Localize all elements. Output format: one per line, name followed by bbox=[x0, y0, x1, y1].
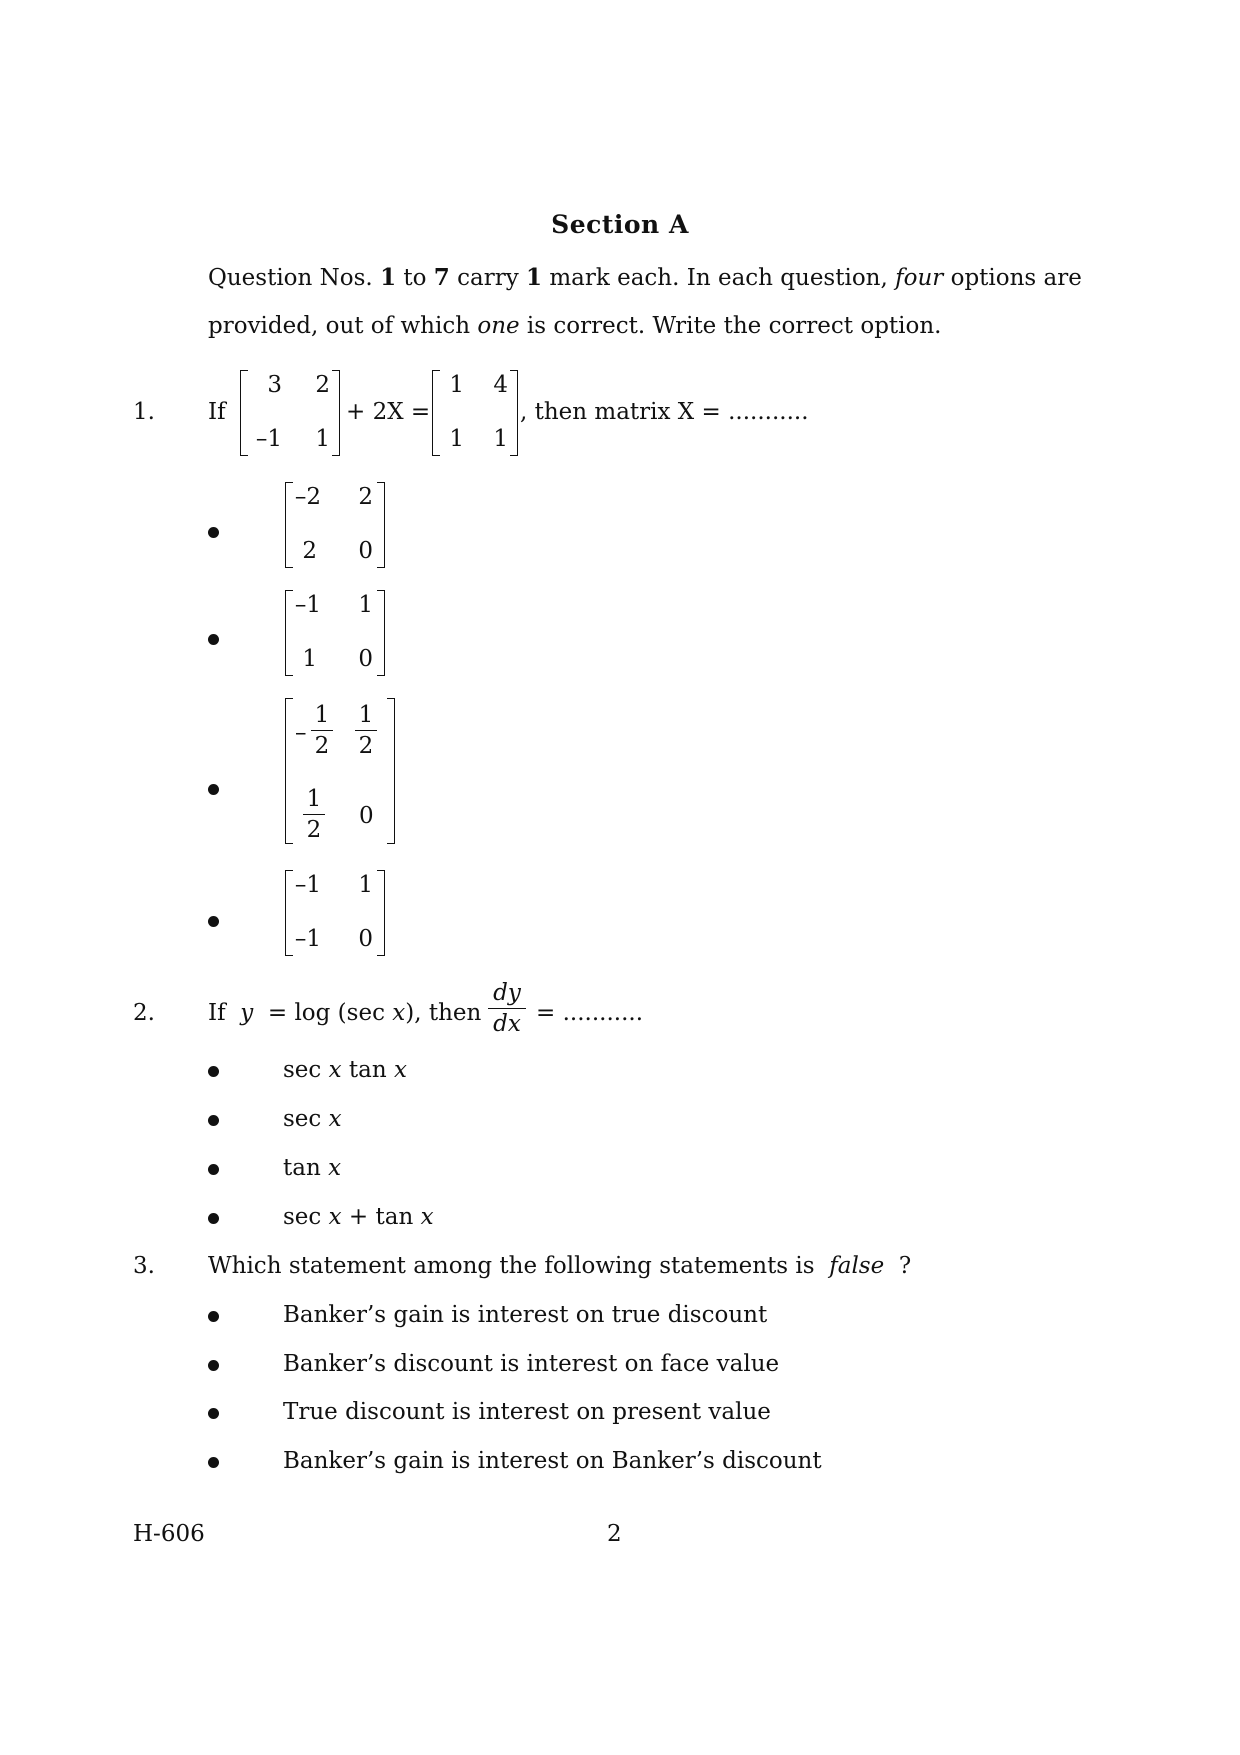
matrix-cell: 0 bbox=[358, 926, 373, 952]
denominator: 2 bbox=[358, 733, 374, 759]
question-3-option-c[interactable]: True discount is interest on present value bbox=[283, 1399, 771, 1425]
question-2-option-d[interactable] bbox=[283, 1204, 434, 1230]
fraction bbox=[355, 702, 377, 759]
stem-text: If bbox=[208, 1000, 226, 1026]
question-3-option-d[interactable]: Banker’s gain is interest on Banker’s discount bbox=[283, 1448, 822, 1474]
opt-text: sec bbox=[283, 1057, 329, 1083]
instr-italic: one bbox=[477, 313, 520, 339]
variable-x: x bbox=[392, 1000, 406, 1026]
matrix-cell: –1 bbox=[255, 426, 282, 452]
question-1-plus-2x: + 2X = bbox=[346, 399, 431, 425]
question-1-option-b-matrix[interactable] bbox=[285, 590, 385, 676]
matrix-cell: –1 bbox=[294, 592, 321, 618]
question-1-tail: , then matrix X = ........... bbox=[520, 399, 809, 425]
matrix-cell: –1 bbox=[294, 872, 321, 898]
opt-var: x bbox=[328, 1057, 342, 1083]
question-3-option-a[interactable]: Banker’s gain is interest on true discount bbox=[283, 1302, 768, 1328]
opt-text: sec bbox=[283, 1106, 329, 1132]
option-bullet bbox=[208, 1066, 219, 1077]
instr-text: carry bbox=[449, 265, 527, 291]
question-2-option-b[interactable] bbox=[283, 1106, 342, 1132]
question-1-matrix-b bbox=[432, 370, 518, 456]
matrix-cell: 2 bbox=[302, 538, 317, 564]
matrix-cell: –1 bbox=[294, 926, 321, 952]
opt-var: x bbox=[420, 1204, 434, 1230]
matrix-cell: 1 bbox=[358, 592, 373, 618]
matrix-cell: 1 bbox=[358, 872, 373, 898]
option-bullet bbox=[208, 1164, 219, 1175]
opt-text: tan bbox=[283, 1155, 329, 1181]
denominator: 2 bbox=[314, 733, 330, 759]
fraction bbox=[303, 786, 325, 843]
option-bullet bbox=[208, 634, 219, 645]
matrix-cell: 2 bbox=[315, 372, 330, 398]
option-bullet bbox=[208, 916, 219, 927]
opt-text: tan bbox=[341, 1057, 394, 1083]
paper-code: H-606 bbox=[133, 1521, 205, 1547]
instr-italic: four bbox=[895, 265, 944, 291]
question-1-option-c-matrix[interactable] bbox=[285, 698, 395, 844]
opt-var: x bbox=[393, 1057, 407, 1083]
matrix-cell: 0 bbox=[358, 646, 373, 672]
matrix-cell: 1 bbox=[302, 646, 317, 672]
opt-var: x bbox=[328, 1155, 342, 1181]
question-2-stem bbox=[208, 1000, 481, 1026]
instr-bold: 1 bbox=[526, 264, 543, 291]
minus-sign: – bbox=[295, 720, 307, 746]
question-1-number: 1. bbox=[133, 399, 155, 425]
instr-bold: 7 bbox=[433, 264, 450, 291]
option-bullet bbox=[208, 784, 219, 795]
question-1-option-d-matrix[interactable] bbox=[285, 870, 385, 956]
instr-text: Question Nos. bbox=[208, 265, 381, 291]
question-3-number: 3. bbox=[133, 1253, 155, 1279]
question-2-option-a[interactable] bbox=[283, 1057, 407, 1083]
option-bullet bbox=[208, 1115, 219, 1126]
matrix-cell: 1 bbox=[493, 426, 508, 452]
opt-var: x bbox=[328, 1204, 342, 1230]
section-title: Section A bbox=[551, 210, 689, 239]
matrix-cell: 1 bbox=[449, 372, 464, 398]
question-1-if: If bbox=[208, 399, 226, 425]
question-2-number: 2. bbox=[133, 1000, 155, 1026]
matrix-cell: –2 bbox=[294, 484, 321, 510]
option-bullet bbox=[208, 1213, 219, 1224]
option-bullet bbox=[208, 1457, 219, 1468]
question-1-matrix-a bbox=[240, 370, 340, 456]
option-bullet bbox=[208, 527, 219, 538]
derivative-fraction bbox=[488, 980, 526, 1037]
opt-text: + tan bbox=[341, 1204, 421, 1230]
matrix-cell: 0 bbox=[358, 538, 373, 564]
question-3-option-b[interactable]: Banker’s discount is interest on face value bbox=[283, 1351, 780, 1377]
numerator: 1 bbox=[358, 702, 374, 728]
question-2-equals: = ........... bbox=[536, 1000, 644, 1026]
numerator: 1 bbox=[314, 702, 330, 728]
option-bullet bbox=[208, 1360, 219, 1371]
instr-text: provided, out of which bbox=[208, 313, 478, 339]
instr-text: is correct. Write the correct option. bbox=[519, 313, 942, 339]
numerator: dy bbox=[493, 980, 521, 1006]
variable-y: y bbox=[240, 1000, 254, 1026]
matrix-cell: 1 bbox=[449, 426, 464, 452]
instr-text: mark each. In each question, bbox=[542, 265, 896, 291]
opt-text: sec bbox=[283, 1204, 329, 1230]
fraction bbox=[311, 702, 333, 759]
instr-text: to bbox=[396, 265, 434, 291]
question-3-stem bbox=[208, 1253, 911, 1279]
matrix-cell: 1 bbox=[315, 426, 330, 452]
question-1-option-a-matrix[interactable] bbox=[285, 482, 385, 568]
opt-var: x bbox=[328, 1106, 342, 1132]
stem-text: = log (sec bbox=[267, 1000, 385, 1026]
instr-text: options are bbox=[943, 265, 1082, 291]
matrix-cell: 2 bbox=[358, 484, 373, 510]
stem-text: ), then bbox=[405, 1000, 482, 1026]
instructions-line-1 bbox=[208, 264, 1082, 291]
stem-italic: false bbox=[829, 1253, 885, 1279]
matrix-cell: 3 bbox=[267, 372, 282, 398]
question-2-option-c[interactable] bbox=[283, 1155, 341, 1181]
stem-text: ? bbox=[898, 1253, 912, 1279]
denominator: 2 bbox=[306, 817, 322, 843]
matrix-cell: 0 bbox=[359, 803, 374, 829]
instr-bold: 1 bbox=[380, 264, 397, 291]
denominator: dx bbox=[493, 1011, 521, 1037]
option-bullet bbox=[208, 1408, 219, 1419]
page-number: 2 bbox=[607, 1521, 622, 1547]
numerator: 1 bbox=[306, 786, 322, 812]
option-bullet bbox=[208, 1311, 219, 1322]
instructions-line-2 bbox=[208, 313, 942, 339]
stem-text: Which statement among the following statements is bbox=[208, 1253, 815, 1279]
matrix-cell: 4 bbox=[493, 372, 508, 398]
